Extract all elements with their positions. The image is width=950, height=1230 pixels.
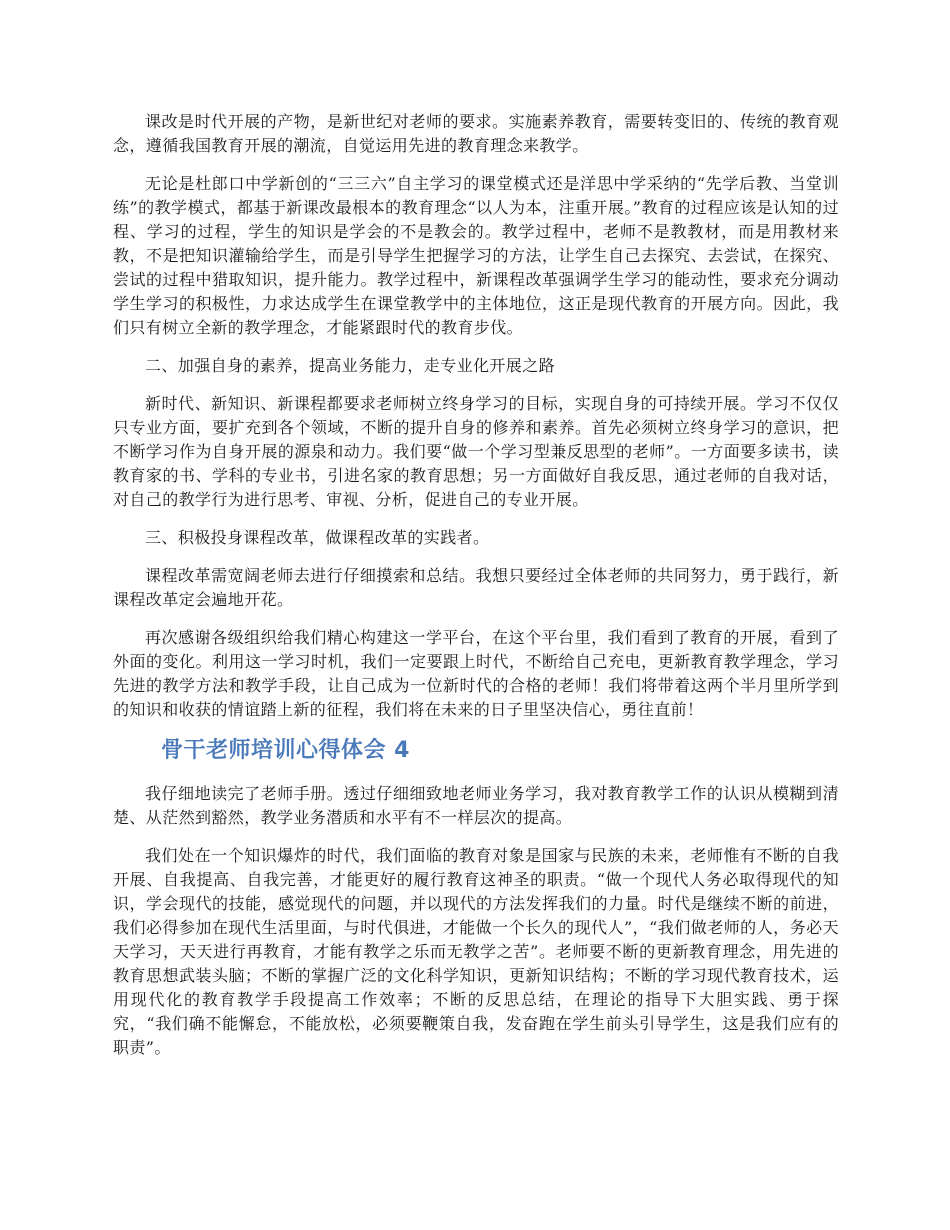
subheading-two: 二、加强自身的素养，提高业务能力，走专业化开展之路	[145, 356, 556, 375]
document-page	[113, 110, 839, 1074]
section-title: 骨干老师培训心得体会 4	[161, 738, 410, 763]
paragraph-reform-practice: 课程改革需宽阔老师去进行仔细摸索和总结。我想只要经过全体老师的共同努力，勇于践行，新课程改革定会遍地开花。	[113, 566, 839, 609]
paragraph-curriculum-reform: 课改是时代开展的产物，是新世纪对老师的要求。实施素养教育，需要转变旧的、传统的教育观念，遵循我国教育开展的潮流，自觉运用先进的教育理念来教学。	[113, 112, 839, 155]
paragraph-teaching-models: 无论是杜郎口中学新创的“三三六”自主学习的课堂模式还是洋思中学采纳的“先学后教、当堂训练”的教学模式，都基于新课改最根本的教育理念“以人为本，注重开展。”教育的过程应该是认知的过程、学习的过程，学生的知识是学会的不是教会的。教学过程中，老师不是教教材，而是用教材来教，不是把知识灌输给学生，而是引导学生把握学习的方法，让学生自己去探究、去尝试，在探究、尝试的过程中猎取知识，提升能力。教学过程中，新课程改革强调学生学习的能动性，要求充分调动学生学习的积极性，力求达成学生在课堂教学中的主体地位，这正是现代教育的开展方向。因此，我们只有树立全新的教学理念，才能紧跟时代的教育步伐。	[113, 174, 839, 337]
paragraph-handbook: 我仔细地读完了老师手册。透过仔细细致地老师业务学习，我对教育教学工作的认识从模糊到清楚、从茫然到豁然，教学业务潜质和水平有不一样层次的提高。	[113, 784, 839, 827]
subheading-three: 三、积极投身课程改革，做课程改革的实践者。	[145, 528, 490, 547]
paragraph-closing-thanks: 再次感谢各级组织给我们精心构建这一学平台，在这个平台里，我们看到了教育的开展，看到了外面的变化。利用这一学习时机，我们一定要跟上时代，不断给自己充电，更新教育教学理念，学习先进的教学方法和教学手段，让自己成为一位新时代的合格的老师！我们将带着这两个半月里所学到的知识和收获的情谊踏上新的征程，我们将在未来的日子里坚决信心，勇往直前！	[113, 628, 839, 719]
paragraph-lifelong-learning: 新时代、新知识、新课程都要求老师树立终身学习的目标，实现自身的可持续开展。学习不仅仅只专业方面，要扩充到各个领域，不断的提升自身的修养和素养。首先必须树立终身学习的意识，把不断学习作为自身开展的源泉和动力。我们要“做一个学习型兼反思型的老师”。一方面要多读书，读教育家的书、学科的专业书，引进名家的教育思想；另一方面做好自我反思，通过老师的自我对话，对自己的教学行为进行思考、审视、分析，促进自己的专业开展。	[113, 394, 839, 509]
paragraph-knowledge-era: 我们处在一个知识爆炸的时代，我们面临的教育对象是国家与民族的未来，老师惟有不断的自我开展、自我提高、自我完善，才能更好的履行教育这神圣的职责。“做一个现代人务必取得现代的知识，学会现代的技能，感觉现代的问题，并以现代的方法发挥我们的力量。时代是继续不断的前进，我们必得参加在现代生活里面，与时代俱进，才能做一个长久的现代人”，“我们做老师的人，务必天天学习，天天进行再教育，才能有教学之乐而无教学之苦”。老师要不断的更新教育理念，用先进的教育思想武装头脑；不断的掌握广泛的文化科学知识，更新知识结构；不断的学习现代教育技术，运用现代化的教育教学手段提高工作效率；不断的反思总结，在理论的指导下大胆实践、勇于探究，“我们确不能懈怠，不能放松，必须要鞭策自我，发奋跑在学生前头引导学生，这是我们应有的职责”。	[113, 846, 839, 1057]
